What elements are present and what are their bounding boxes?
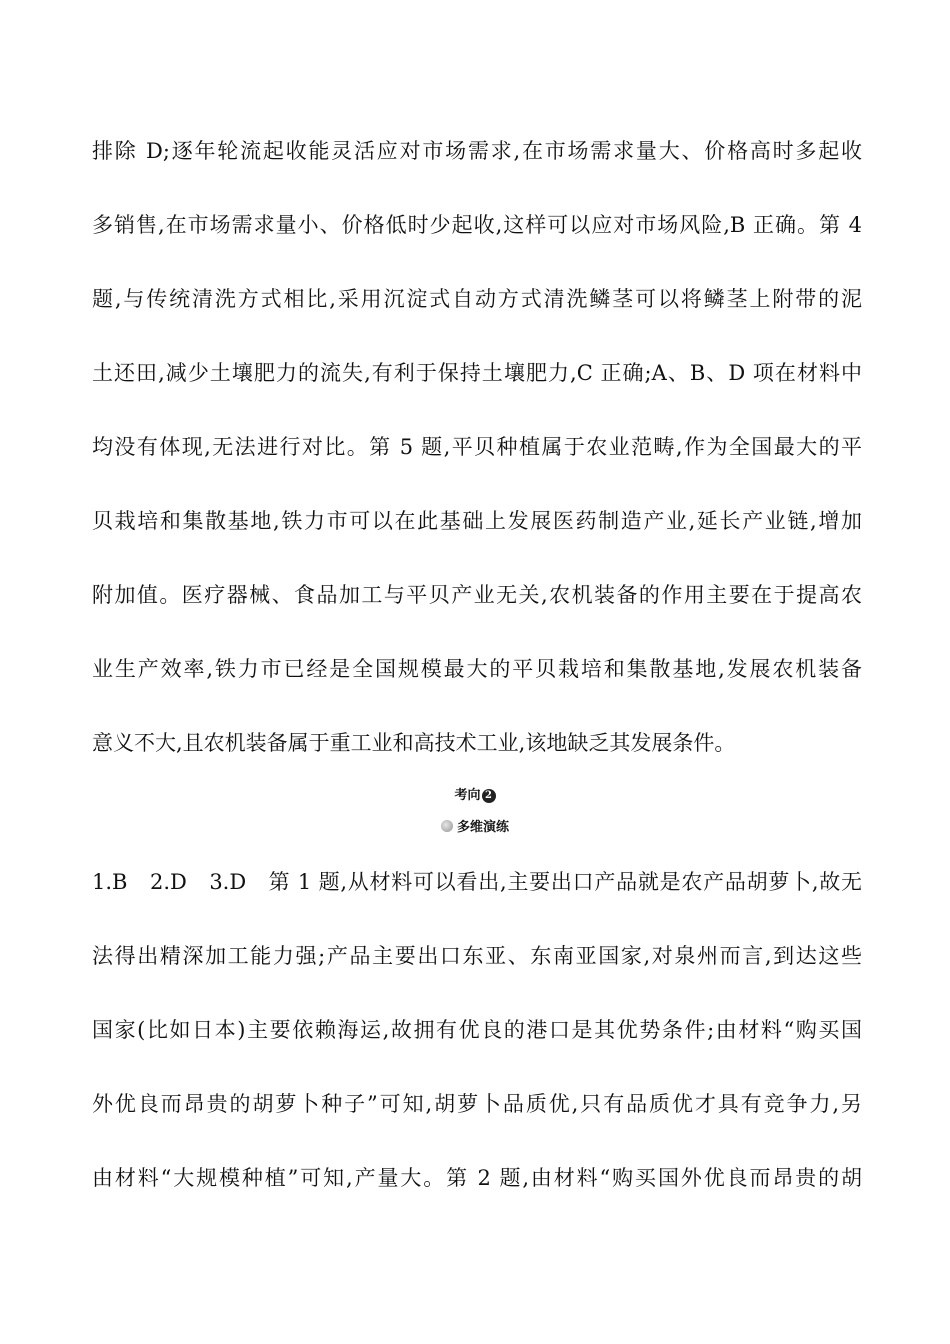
text-line: 业生产效率,铁力市已经是全国规模最大的平贝栽培和集散基地,发展农机装备 xyxy=(92,657,862,681)
text-line: 法得出精深加工能力强;产品主要出口东亚、东南亚国家,对泉州而言,到达这些 xyxy=(92,944,862,968)
section-subtitle-text: 多维演练 xyxy=(456,820,509,835)
text-line: 1.B 2.D 3.D 第 1 题,从材料可以看出,主要出口产品就是农产品胡萝卜,故无 xyxy=(92,870,862,894)
circle-bullet-icon xyxy=(441,820,453,832)
text-line: 多销售,在市场需求量小、价格低时少起收,这样可以应对市场风险,B 正确。第 4 xyxy=(92,213,862,237)
answer-explanation-paragraph xyxy=(92,114,862,780)
text-line: 均没有体现,无法进行对比。第 5 题,平贝种植属于农业范畴,作为全国最大的平 xyxy=(92,435,862,459)
text-line: 附加值。医疗器械、食品加工与平贝产业无关,农机装备的作用主要在于提高农 xyxy=(92,583,862,607)
text-line: 国家(比如日本)主要依赖海运,故拥有优良的港口是其优势条件;由材料“购买国 xyxy=(92,1018,862,1042)
answer-explanation-paragraph xyxy=(92,845,862,1215)
text-line: 土还田,减少土壤肥力的流失,有利于保持土壤肥力,C 正确;A、B、D 项在材料中 xyxy=(92,361,862,385)
text-line: 题,与传统清洗方式相比,采用沉淀式自动方式清洗鳞茎可以将鳞茎上附带的泥 xyxy=(92,287,862,311)
text-line: 意义不大,且农机装备属于重工业和高技术工业,该地缺乏其发展条件。 xyxy=(92,731,736,755)
section-title-text: 考向 xyxy=(454,788,481,803)
text-line: 排除 D;逐年轮流起收能灵活应对市场需求,在市场需求量大、价格高时多起收 xyxy=(92,139,862,163)
section-title xyxy=(0,787,950,805)
text-line: 贝栽培和集散基地,铁力市可以在此基础上发展医药制造产业,延长产业链,增加 xyxy=(92,509,862,533)
text-line: 外优良而昂贵的胡萝卜种子”可知,胡萝卜品质优,只有品质优才具有竞争力,另 xyxy=(92,1092,862,1116)
text-line: 由材料“大规模种植”可知,产量大。第 2 题,由材料“购买国外优良而昂贵的胡 xyxy=(92,1166,862,1190)
section-subtitle xyxy=(0,819,950,837)
circled-number-icon: 2 xyxy=(482,789,496,803)
